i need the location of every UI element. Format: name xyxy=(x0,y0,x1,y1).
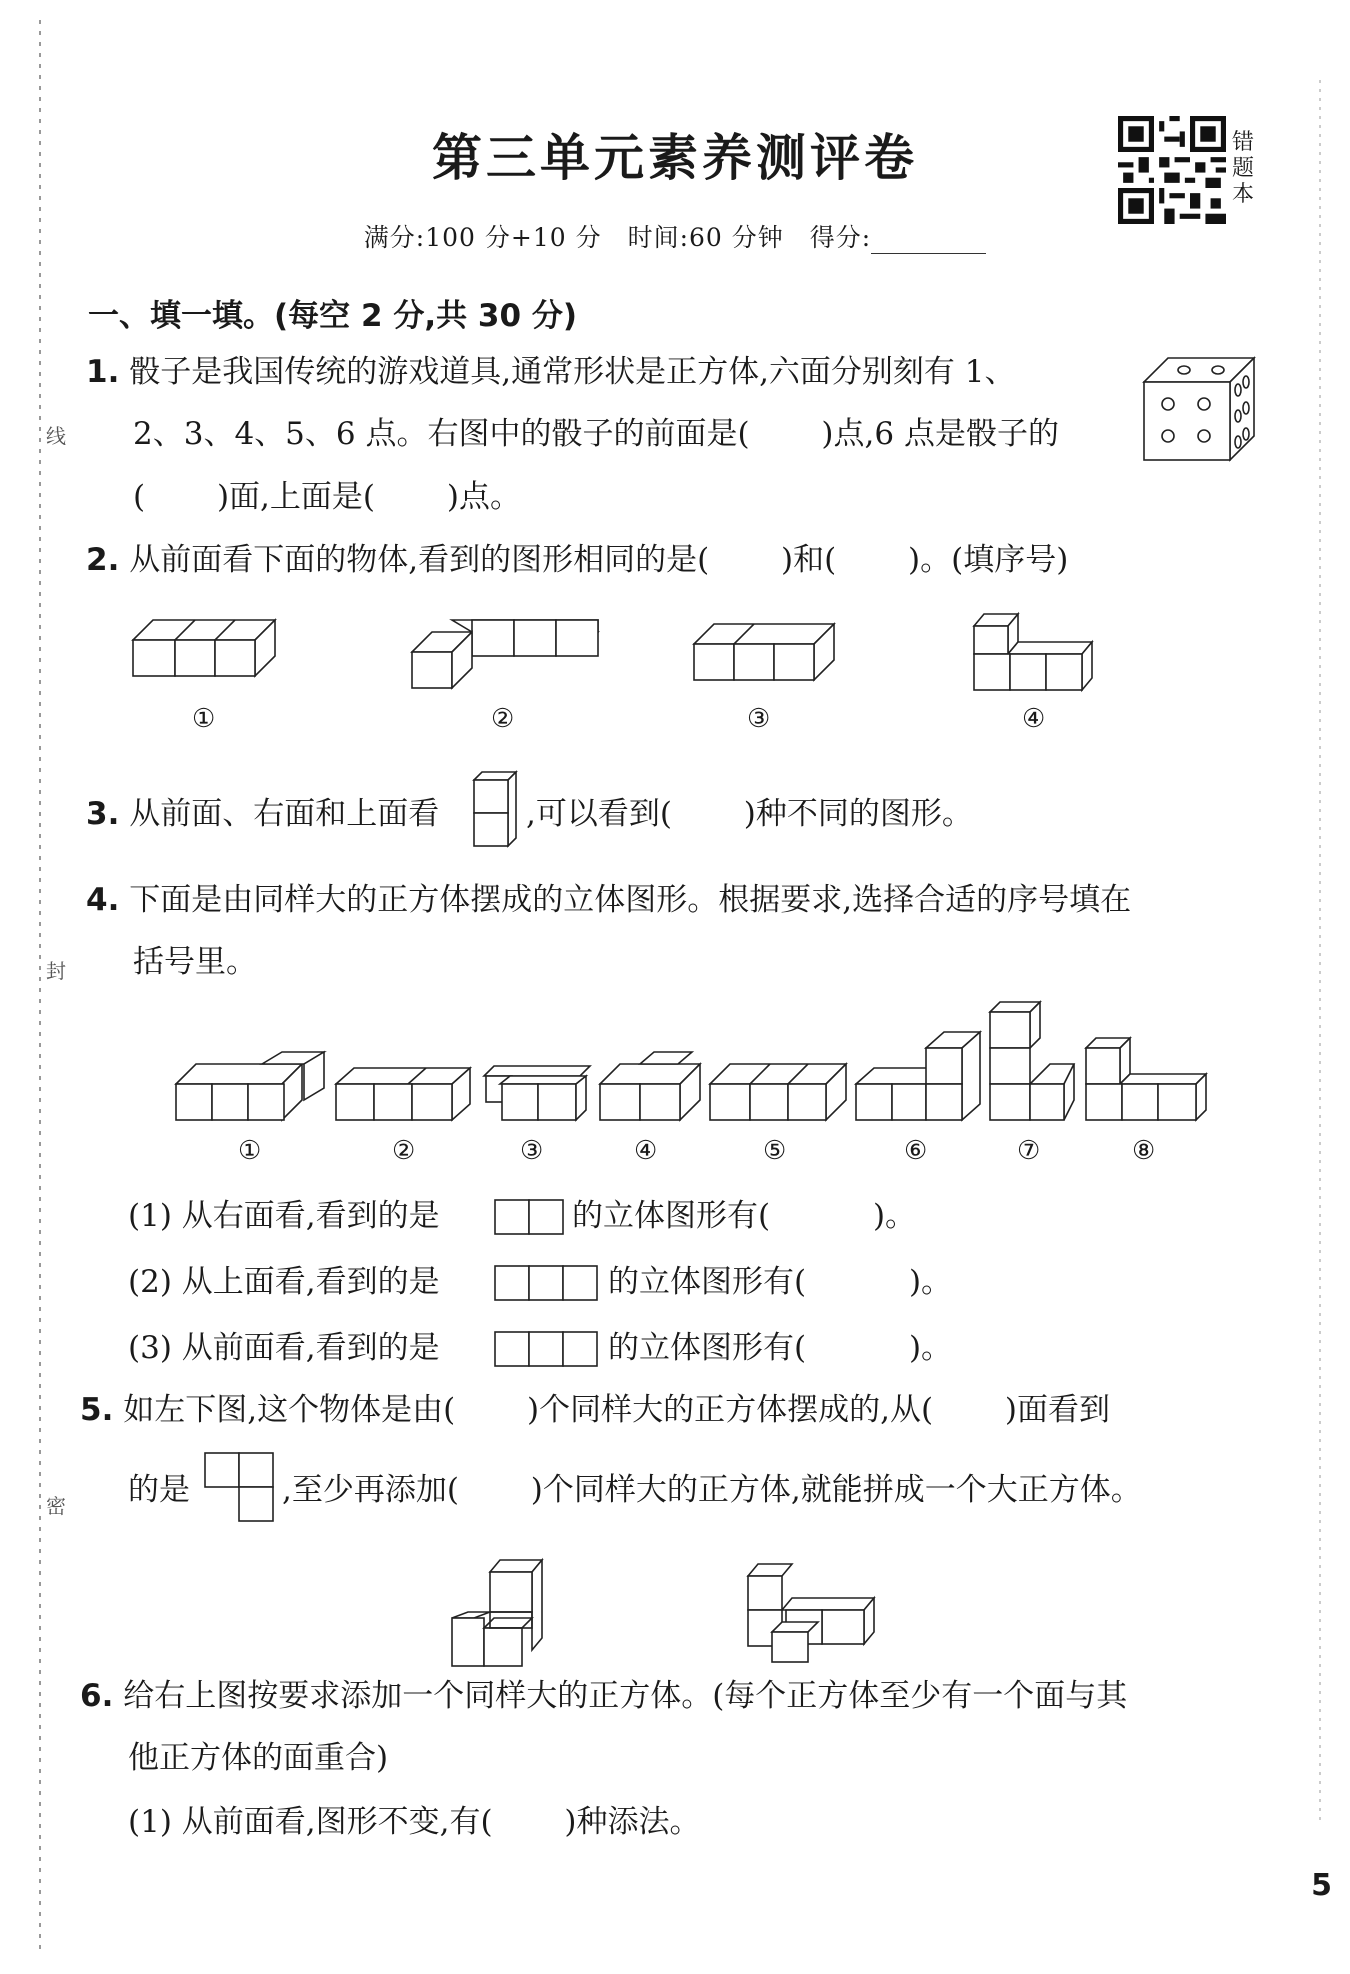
q1-line2: 2、3、4、5、6 点。右图中的骰子的前面是( )点,6 点是骰子的 xyxy=(133,416,1059,452)
q4-sub1-shape xyxy=(494,1198,566,1238)
q4-figure-5 xyxy=(710,1064,846,1120)
margin-label-seal: 封 xyxy=(46,959,66,983)
q4-label-2: ② xyxy=(392,1136,416,1166)
page-title: 第三单元素养测评卷 xyxy=(432,129,918,187)
q6-line2: 他正方体的面重合) xyxy=(128,1740,389,1776)
q2-text: 2. 从前面看下面的物体,看到的图形相同的是( )和( )。(填序号) xyxy=(86,542,1069,578)
q4-figure-7 xyxy=(990,1002,1074,1120)
q4-figure-6 xyxy=(856,1032,980,1120)
q4-line2: 括号里。 xyxy=(133,944,257,980)
page-number: 5 xyxy=(1311,1868,1332,1903)
qr-label: 错题本 xyxy=(1232,130,1255,207)
q1-line3: ( )面,上面是( )点。 xyxy=(133,479,521,515)
q2-figure-2 xyxy=(408,612,608,692)
score-info: 满分:100 分+10 分 时间:60 分钟 得分: xyxy=(0,218,1350,254)
q4-figure-4 xyxy=(600,1052,700,1120)
q4-label-6: ⑥ xyxy=(904,1136,928,1166)
qr-code-icon[interactable] xyxy=(1118,116,1226,224)
q4-sub3-shape xyxy=(494,1330,600,1370)
margin-label-line: 线 xyxy=(46,424,66,448)
q2-label-1: ① xyxy=(192,704,216,734)
margin-label-secret: 密 xyxy=(46,1494,66,1518)
q5-line2-a: 的是 xyxy=(128,1472,190,1508)
q4-sub1-b: 的立体图形有( )。 xyxy=(572,1198,917,1234)
q4-figure-2 xyxy=(336,1068,470,1120)
q4-label-3: ③ xyxy=(520,1136,544,1166)
dice-figure xyxy=(1140,352,1265,462)
q5-left-figure xyxy=(448,1552,548,1672)
q3-text-before: 3. 从前面、右面和上面看 xyxy=(86,796,440,832)
q6-line1: 6. 给右上图按要求添加一个同样大的正方体。(每个正方体至少有一个面与其 xyxy=(80,1678,1128,1714)
q4-label-1: ① xyxy=(238,1136,262,1166)
q4-figure-8 xyxy=(1086,1038,1206,1120)
q3-figure xyxy=(470,768,520,854)
q4-sub3-b: 的立体图形有( )。 xyxy=(608,1330,953,1366)
q4-figure-1 xyxy=(176,1052,324,1120)
q2-figure-4 xyxy=(972,606,1097,696)
q5-inline-shape xyxy=(204,1452,276,1524)
q2-figure-3 xyxy=(690,620,840,695)
q4-sub1-a: (1) 从右面看,看到的是 xyxy=(128,1198,440,1234)
q4-sub2-a: (2) 从上面看,看到的是 xyxy=(128,1264,440,1300)
q4-label-5: ⑤ xyxy=(763,1136,787,1166)
q2-label-2: ② xyxy=(491,704,515,734)
q4-line1: 4. 下面是由同样大的正方体摆成的立体图形。根据要求,选择合适的序号填在 xyxy=(86,882,1132,918)
q3-text-after: ,可以看到( )种不同的图形。 xyxy=(526,796,973,832)
section-heading: 一、填一填。(每空 2 分,共 30 分) xyxy=(88,298,577,334)
q4-sub3-a: (3) 从前面看,看到的是 xyxy=(128,1330,440,1366)
q4-label-4: ④ xyxy=(634,1136,658,1166)
q1-line1: 1. 骰子是我国传统的游戏道具,通常形状是正方体,六面分别刻有 1、 xyxy=(86,354,1016,390)
q6-sub1: (1) 从前面看,图形不变,有( )种添法。 xyxy=(128,1804,701,1840)
q5-line2-b: ,至少再添加( )个同样大的正方体,就能拼成一个大正方体。 xyxy=(282,1472,1142,1508)
q2-label-4: ④ xyxy=(1022,704,1046,734)
q4-label-7: ⑦ xyxy=(1017,1136,1041,1166)
q4-sub2-b: 的立体图形有( )。 xyxy=(608,1264,953,1300)
q4-figure-3 xyxy=(484,1066,590,1120)
score-blank[interactable] xyxy=(871,227,986,254)
q5-line1: 5. 如左下图,这个物体是由( )个同样大的正方体摆成的,从( )面看到 xyxy=(80,1392,1111,1428)
q5-right-figure xyxy=(744,1556,884,1666)
q4-label-8: ⑧ xyxy=(1132,1136,1156,1166)
q2-label-3: ③ xyxy=(747,704,771,734)
q4-sub2-shape xyxy=(494,1264,600,1304)
q2-figure-1 xyxy=(125,612,285,692)
right-dashed-line xyxy=(1310,0,1330,1974)
binding-dashed-line xyxy=(0,0,60,1974)
q4-figures xyxy=(0,1000,1350,1140)
